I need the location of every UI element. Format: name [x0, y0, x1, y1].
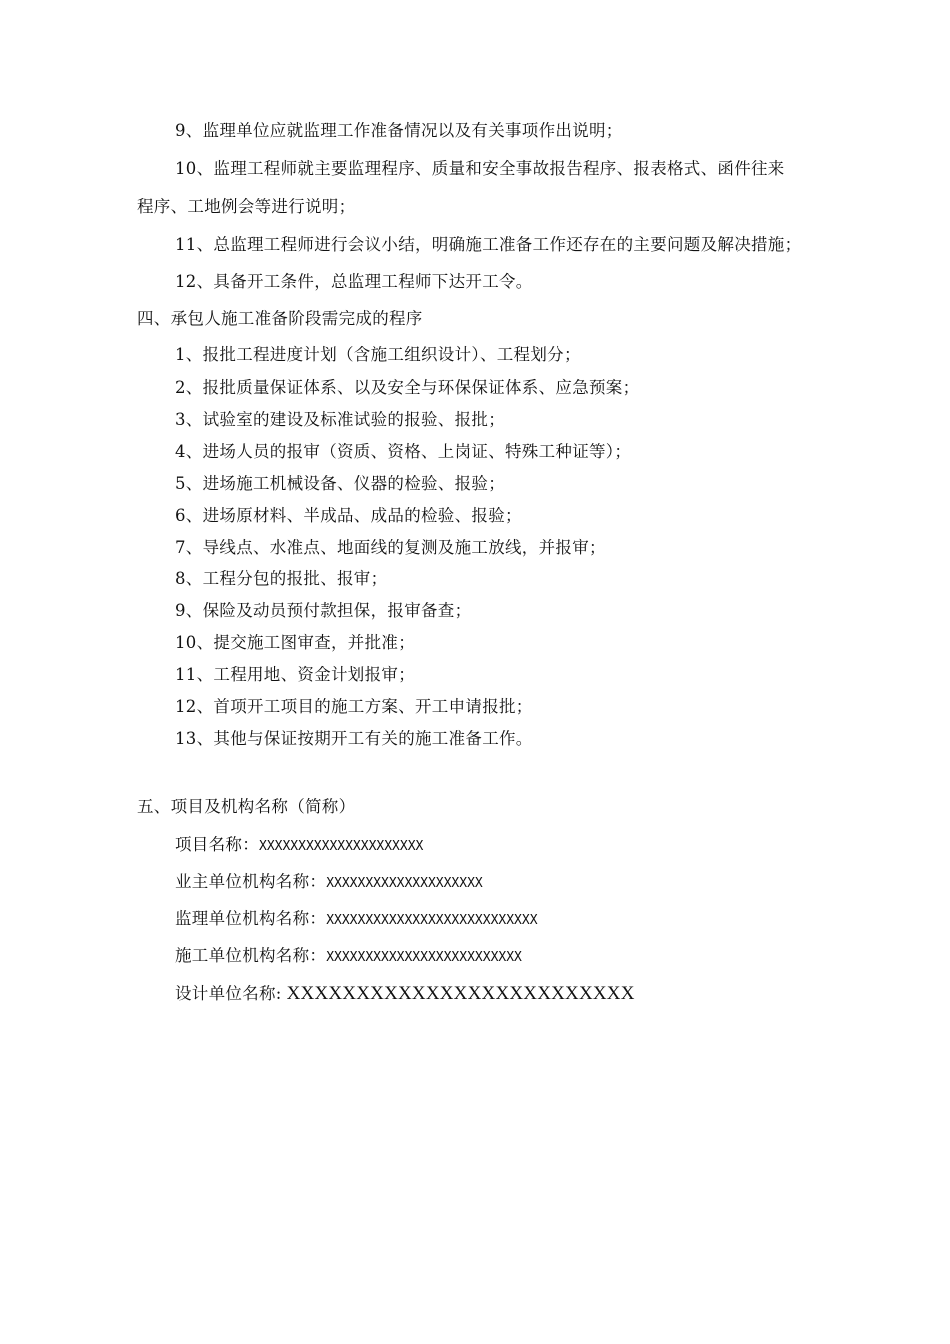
project-name-value: XXXXXXXXXXXXXXXXXXXXX [259, 839, 424, 854]
section-5-heading: 五、项目及机构名称（简称） [137, 797, 356, 816]
designer-name-row [175, 983, 635, 1005]
procedure-item: 6、进场原材料、半成品、成品的检验、报验； [175, 506, 522, 525]
project-name-row [175, 834, 423, 858]
supervision-item-9: 9、监理单位应就监理工作准备情况以及有关事项作出说明； [175, 121, 623, 140]
supervision-item-10-line-2: 程序、工地例会等进行说明； [137, 197, 356, 216]
procedure-item: 8、工程分包的报批、报审； [175, 569, 388, 588]
procedure-item: 13、其他与保证按期开工有关的施工准备工作。 [175, 729, 533, 748]
contractor-name-row [175, 945, 522, 969]
owner-name-label: 业主单位机构名称： [175, 872, 327, 891]
procedure-item: 10、提交施工图审查，并批准； [175, 633, 415, 652]
section-4-heading: 四、承包人施工准备阶段需完成的程序 [137, 309, 423, 328]
owner-name-value: XXXXXXXXXXXXXXXXXXXX [326, 876, 483, 891]
procedure-item: 11、工程用地、资金计划报审； [175, 665, 415, 684]
procedure-item: 1、报批工程进度计划（含施工组织设计）、工程划分； [175, 345, 581, 364]
procedure-item: 5、进场施工机械设备、仪器的检验、报验； [175, 474, 505, 493]
contractor-name-label: 施工单位机构名称： [175, 946, 327, 965]
designer-name-label: 设计单位名称: [175, 984, 282, 1003]
procedure-item: 4、进场人员的报审（资质、资格、上岗证、特殊工种证等）； [175, 442, 632, 461]
project-name-label: 项目名称： [175, 835, 259, 854]
procedure-item: 3、试验室的建设及标准试验的报验、报批； [175, 410, 505, 429]
supervision-item-11: 11、总监理工程师进行会议小结，明确施工准备工作还存在的主要问题及解决措施； [175, 235, 802, 254]
supervision-item-10-line-1: 10、监理工程师就主要监理程序、质量和安全事故报告程序、报表格式、函件往来 [175, 159, 785, 178]
procedure-item: 2、报批质量保证体系、以及安全与环保保证体系、应急预案； [175, 378, 640, 397]
designer-name-value: XXXXXXXXXXXXXXXXXXXXXXXXX [281, 983, 635, 1004]
procedure-item: 12、首项开工项目的施工方案、开工申请报批； [175, 697, 533, 716]
owner-name-row [175, 871, 483, 895]
supervision-item-12: 12、具备开工条件，总监理工程师下达开工令。 [175, 272, 533, 291]
supervisor-name-value: XXXXXXXXXXXXXXXXXXXXXXXXXXX [326, 913, 538, 928]
procedure-item: 7、导线点、水准点、地面线的复测及施工放线，并报审； [175, 538, 606, 557]
supervisor-name-label: 监理单位机构名称： [175, 909, 327, 928]
contractor-name-value: XXXXXXXXXXXXXXXXXXXXXXXXX [326, 950, 522, 965]
supervisor-name-row [175, 908, 538, 932]
procedure-item: 9、保险及动员预付款担保，报审备查； [175, 601, 472, 620]
